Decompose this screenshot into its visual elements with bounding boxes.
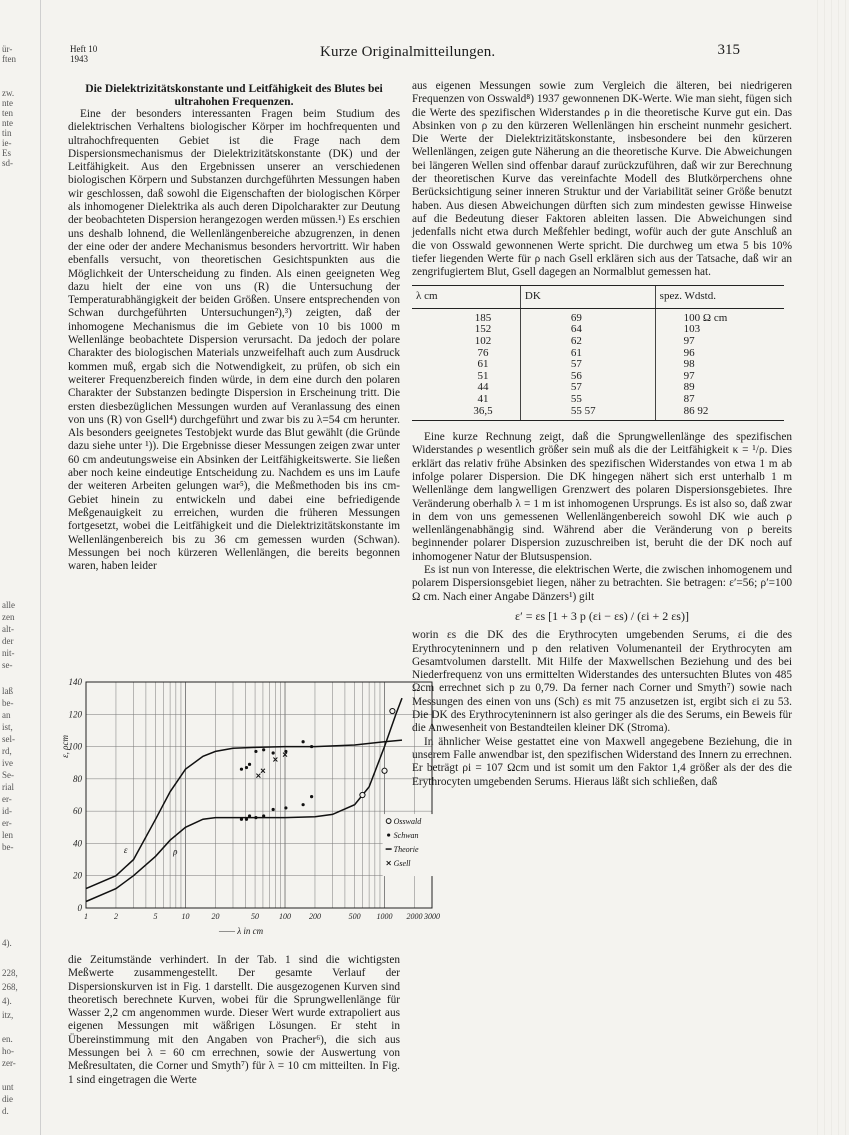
margin-fragment: zen [2,612,15,622]
margin-fragment: en. [2,1034,13,1044]
measurement-table-body [412,308,784,420]
margin-fragment: er- [2,818,12,828]
data-point-schwan [240,818,243,821]
margin-fragment: ive [2,758,13,768]
table-row [412,308,784,324]
left-margin-adjacent-page [0,0,41,1135]
paragraph: In ähnlicher Weise gestattet eine von Maxwell angegebene Beziehung, die in unserem Falle anwendbar ist, den spezifischen Widerstand des Innern zu errechnen. Er beträgt ρi = 107 Ωcm und ist somit um den Faktor 1,4 größer als der des die Erythrocyten umgebenden Serums. Hieraus läßt sich schließen, daß [412,735,792,788]
table-cell: 87 [655,394,784,406]
legend-entry-theorie: Theorie [393,845,419,855]
x-tick-label: 1000 [376,912,393,921]
page-header [70,40,740,70]
table-cell: 41 [477,392,489,405]
legend-entry-osswald: Osswald [393,817,422,827]
table-cell: 100 Ω cm [655,308,784,324]
margin-fragment: ür- [2,44,13,54]
data-point-schwan [254,750,257,753]
data-point-schwan [254,816,257,819]
margin-fragment: zw. [2,88,15,98]
table-header-resistance: spez. Wdstd. [655,286,784,308]
legend-marker-osswald [386,819,391,824]
y-tick-label: 80 [73,773,82,784]
data-point-osswald [360,792,365,797]
data-point-schwan [248,814,251,817]
table-row [412,336,784,348]
table-cell: 97 [655,371,784,383]
table-header-wavelength: λ cm [412,286,520,308]
table-cell: 152 [474,323,492,336]
y-tick-label: 40 [73,838,82,849]
x-tick-label: 5 [153,912,158,921]
margin-fragment: sd- [2,158,13,168]
table-cell: 64 [520,324,655,336]
data-point-schwan [272,808,275,811]
margin-fragment: an [2,710,11,720]
margin-fragment: alt- [2,624,14,634]
table-cell: 44 [477,381,489,394]
left-column-top [68,82,400,573]
table-row [412,394,784,406]
margin-fragment: tin [2,128,12,138]
table-row [412,348,784,360]
x-tick-label: 3000 [424,912,440,921]
paragraph: worin εs die DK des die Erythrocyten umgebenden Serums, εi die des Erythrocyteninnern und p den relativen Volumenanteil der Erythrocyten am Gesamtvolumen darstellt. Mit Hilfe der Maxwellschen Beziehung und des bei Niederfrequenz von uns ermittelten Widerstandes des untersuchten Blutes von 485 Ωcm errechnet sich p zu 0,79. Da ferner nach Corner und Smyth⁷) sowie nach Messungen des einen von uns (Sch) εs mit 75 anzusetzen ist, ergibt sich εi zu 53. Die DK des Erythrocyteninnern ist also geringer als die des Serums, ein Beweis für die Anwesenheit von Bestandteilen kleiner DK (Stroma). [412,629,792,735]
margin-fragment: 4). [2,938,12,948]
article-title: Die Dielektrizitätskonstante und Leitfähigkeit des Blutes bei ultrahohen Frequenzen. [85,82,383,108]
page-number: 315 [717,42,740,58]
paragraph: Eine der besonders interessanten Fragen beim Studium des dielektrischen Verhaltens biologischer Körper im hochfrequenten und ultrahochfrequenten Gebiet ist die Frage nach dem Dispersionsmechanismus der Dielektrizitätskonstante (DK) und der Leitfähigkeit. Aus den Ergebnissen unserer an verschiedenen biologischen Körpern und Substanzen durchgeführten Messungen haben wir geschlossen, daß sowohl die Eigenschaften der biologischen Körper als inhomogener Dielektrika als auch deren Dipolcharakter zur Deutung der beobachteten Dispersion herangezogen werden müssen.¹) Es erschien uns deshalb lohnend, die Wellenlängenbereiche abzugrenzen, in denen der eine oder der andere Mechanismus besonders hervortritt. Wir haben ebenfalls versucht, von theoretischen Gesichtspunkten aus die Möglichkeit der Unterscheidung zu finden. Als einen geeigneten Weg dazu hielt der eine von uns (R) die Untersuchung der Temperaturabhängigkeit der beiden Größen. Unsere entsprechenden von Schwan durchgeführten Untersuchungen²),³) zeigten, daß der inhomogene Mechanismus die im Gebiete von 10 bis 1000 m Wellenlänge beobachtete Dispersion verursacht. Da jedoch der polare Charakter des biologischen Materials unzweifelhaft auch zum Ausdruck kommen muß, ergab sich die Notwendigkeit, zu prüfen, ob sich ein weiterer Frequenzbereich finden würde, in dem eine durch den polaren Charakter der Substanzen bedingte Dispersion in Erscheinung tritt. Die ersten diesbezüglichen Messungen wurden auf Veranlassung des einen von uns (R) von Gsell⁴) durchgeführt und zwar bis zu λ=54 cm herunter. Als besonders geeignetes Testobjekt wurde das Blut gewählt (die Gründe dazu siehe unter ¹)). Die Ergebnisse dieser Messungen zeigen zwar unter 60 cm andeutungsweise ein Absinken der Leitfähigkeitswerte. Sie ließen aber noch keine eindeutige Entscheidung zu. Nachdem es uns im Laufe der weiteren Arbeiten gelungen war⁵), die Meßmethoden bis ins cm-Gebiet hinein zu entwickeln und dabei eine befriedigende Meßgenauigkeit zu erreichen, wurden die früheren Messungen fortgesetzt, wobei die Leitfähigkeit und die Dielektrizitätskonstante im Wellenlängenbereich bis zu 36 cm gemessen wurden (Schwan). Messungen bei noch kürzeren Wellenlängen, die bereits begonnen waren, haben leider [68,108,400,573]
issue-number: Heft 10 [70,44,98,54]
margin-fragment: alle [2,600,15,610]
x-tick-label: 20 [211,912,220,921]
margin-fragment: ten [2,108,13,118]
paragraph: die Zeitumstände verhindert. In der Tab. 1 sind die wichtigsten Meßwerte zusammengestellt. Der gesamte Verlauf der Dispersionskurven ist in Fig. 1 darstellt. Die ausgezogenen Kurven sind theoretisch berechnete Kurven, wobei für die Sprungwellenlänge für Wasser 2,2 cm angenommen wurde. Dieser Wert wurde extrapoliert aus eigenen Messungen mit wäßrigen Lösungen. Er steht in Übereinstimmung mit den Angaben von Pracher⁶), die sich aus Messungen bei λ = 60 cm errechnen, sowie der Auswertung von Meßresultaten, die Corner und Smyth⁷) für λ = 10 cm mitteilten. In Fig. 1 sind eingetragen die Werte [68,954,400,1086]
table-row [412,382,784,394]
left-column-bottom [68,954,400,1087]
table-cell: 96 [655,348,784,360]
x-tick-label: 200 [308,912,321,921]
data-point-schwan [310,795,313,798]
issue-info [70,44,97,64]
x-tick-label: 50 [251,912,260,921]
table-cell: 61 [520,348,655,360]
table-cell: 56 [520,371,655,383]
margin-fragment: er- [2,794,12,804]
data-point-osswald [390,708,395,713]
margin-fragment: die [2,1094,13,1104]
curve-label-rho: ρ [173,846,178,857]
data-point-schwan [245,818,248,821]
margin-fragment: laß [2,686,13,696]
table-cell: 57 [520,382,655,394]
margin-fragment: be- [2,842,14,852]
figure-dispersion-chart [60,676,440,944]
x-axis-label: —— λ in cm [219,926,264,936]
data-point-schwan [245,766,248,769]
right-margin-scan-edge [811,0,849,1135]
x-tick-label: 2000 [406,912,423,921]
margin-fragment: len [2,830,13,840]
margin-fragment: 268, [2,982,18,992]
table-row [412,324,784,336]
margin-fragment: ften [2,54,16,64]
table-cell: 51 [477,369,489,382]
margin-fragment: zer- [2,1058,16,1068]
right-column [412,80,792,789]
table-cell: 61 [477,358,489,371]
data-point-schwan [262,748,265,751]
table-cell: 98 [655,359,784,371]
x-tick-label: 100 [279,912,292,921]
legend-marker-schwan [387,833,390,836]
margin-fragment: rial [2,782,14,792]
legend-entry-gsell: Gsell [393,859,411,869]
paragraph: Eine kurze Rechnung zeigt, daß die Sprungwellenlänge des spezifischen Widerstandes ρ wesentlich größer sein muß als die der Leitfähigkeit κ = ¹/ρ. Dies erklärt das relativ frühe Absinken des spezifischen Widerstandes von etwa 1 m ab infolge polarer Dispersion. Die DK hingegen nähert sich erst unterhalb 1 m Wellenlänge dem langwelligen Grenzwert des polaren Dispersionsgebietes. Ihre Veränderung oberhalb λ = 1 m ist inhomogenen Ursprungs. Es ist also so, daß zwar in dem von uns gemessenen Wellenlängenbereich sowohl DK wie auch ρ wellenlängenabhängig sind. Während aber die Veränderung von ρ bereits beginnender polarer Dispersion zuzuschreiben ist, beruht die der DK noch auf inhomogener Natur der Blutsuspension. [412,431,792,563]
margin-fragment: itz, [2,1010,14,1020]
margin-fragment: sel- [2,734,15,744]
margin-fragment: unt [2,1082,14,1092]
table-row [412,359,784,371]
y-tick-label: 0 [77,903,82,913]
table-cell: 62 [520,336,655,348]
table-cell: 69 [520,308,655,324]
table-cell: 97 [655,336,784,348]
table-cell: 57 [520,359,655,371]
x-tick-label: 500 [348,912,361,921]
table-header-dk: DK [520,286,655,308]
y-tick-label: 20 [73,870,82,881]
data-point-schwan [272,751,275,754]
measurement-table [412,285,784,421]
table-cell: 55 57 [520,406,655,421]
data-point-schwan [284,806,287,809]
margin-fragment: id- [2,806,12,816]
x-tick-label: 1 [84,912,88,921]
table-cell: 86 92 [655,406,784,421]
margin-fragment: 4). [2,996,12,1006]
y-tick-label: 60 [73,806,82,817]
table-cell: 103 [655,324,784,336]
margin-fragment: nte [2,98,13,108]
margin-fragment: rd, [2,746,12,756]
margin-fragment: der [2,636,14,646]
data-point-schwan [248,763,251,766]
issue-year: 1943 [70,54,88,64]
x-tick-label: 2 [113,912,118,921]
margin-fragment: se- [2,660,13,670]
data-point-schwan [240,768,243,771]
margin-fragment: Se- [2,770,14,780]
margin-fragment: ie- [2,138,12,148]
margin-fragment: ho- [2,1046,14,1056]
data-point-schwan [262,814,265,817]
table-cell: 76 [477,346,489,359]
dispersion-chart-svg [60,676,440,944]
table-cell: 55 [520,394,655,406]
curve-label-epsilon: ε [123,845,128,856]
margin-fragment: be- [2,698,14,708]
table-row [412,371,784,383]
margin-fragment: 228, [2,968,18,978]
margin-fragment: d. [2,1106,9,1116]
data-point-schwan [284,750,287,753]
running-title: Kurze Originalmitteilungen. [320,44,496,60]
margin-fragment: Es [2,148,11,158]
paragraph: Es ist nun von Interesse, die elektrischen Werte, die zwischen inhomogenem und polarem Dispersionsgebiet liegen, näher zu betrachten. Sie betragen: ε′=56; ρ′=100 Ω cm. Nach einer Angabe Dänzers¹) gilt [412,564,792,603]
formula: ε′ = εs [1 + 3 p (εi − εs) / (εi + 2 εs)] [515,608,689,623]
table-cell: 36,5 [412,406,520,421]
data-point-osswald [382,768,387,773]
margin-fragment: ist, [2,722,13,732]
table-cell: 185 [474,311,492,324]
table-row [412,406,784,421]
data-point-schwan [302,740,305,743]
data-point-schwan [302,803,305,806]
y-axis-label: ε, ρcm [60,735,70,758]
paragraph: aus eigenen Messungen sowie zum Vergleich die älteren, bei niedrigeren Frequenzen von Osswald⁸) 1937 gewonnenen DK-Werte. Wie man sieht, fügen sich die Werte des spezifischen Widerstandes ρ in die theoretische Kurve gut ein. Das Absinken von ρ zu den kürzeren Wellenlängen hin erscheint nunmehr gesichert. Die Werte der Dielektrizitätskonstante, insbesondere bei den kürzeren Wellenlängen, zeigen gute Näherung an die theoretische Kurve. Die Abweichungen bei längeren Wellen sind offenbar darauf zurückzuführen, daß wir zur Berechnung der theoretischen Kurve das vereinfachte Modell des Blutkörperchens ohne Berücksichtigung seiner inneren Struktur und der Variabilität seiner Größe benutzt haben. Aus diesen Abweichungen dürften sich zum mindesten gewisse Hinweise auf die Bedeutung dieser Faktoren ableiten lassen. Die Abweichungen sind jedenfalls nicht etwa durch Meßfehler bedingt, wofür auch der gute Anschluß an die von Osswald gewonnenen Werte spricht. Die durchweg um etwa 5 bis 10% tiefer liegenden Werte für ρ nach Gsell erklären sich aus der Tatsache, daß wir an zengrifugiertem Blut, Gsell dagegen an Normalblut gemessen hat. [412,80,792,279]
y-tick-label: 100 [68,741,82,752]
y-tick-label: 120 [68,709,82,720]
margin-fragment: nit- [2,648,15,658]
margin-fragment: nte [2,118,13,128]
table-cell: 89 [655,382,784,394]
data-point-schwan [310,745,313,748]
data-point-gsell [256,774,260,778]
y-tick-label: 140 [68,677,82,687]
legend-entry-schwan: Schwan [393,831,419,841]
x-tick-label: 10 [181,912,190,921]
table-cell: 102 [474,334,492,347]
